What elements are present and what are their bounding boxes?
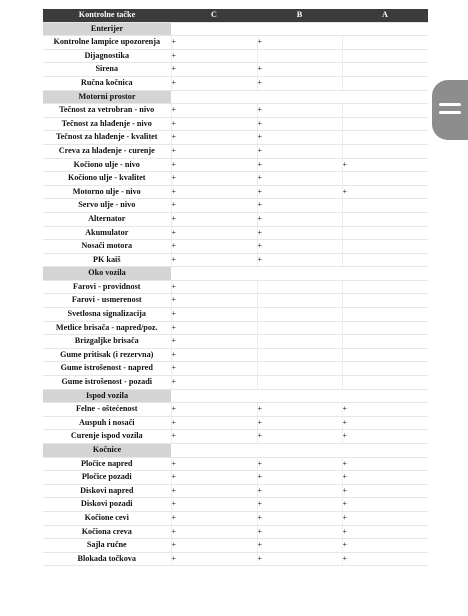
- check-mark-b: +: [257, 511, 342, 525]
- table-row: [43, 362, 428, 376]
- check-mark-a: [342, 36, 428, 50]
- section-spacer: [171, 22, 428, 36]
- check-mark-a: [342, 376, 428, 390]
- check-mark-b: +: [257, 76, 342, 90]
- check-mark-c: +: [171, 172, 257, 186]
- scroll-handle[interactable]: [432, 80, 468, 140]
- check-mark-b: +: [257, 144, 342, 158]
- section-row: [43, 444, 428, 458]
- header-control-points: Kontrolne tačke: [43, 9, 171, 22]
- section-title: Enterijer: [43, 22, 171, 36]
- check-mark-c: +: [171, 36, 257, 50]
- item-label: Brizgaljke brisača: [43, 335, 171, 349]
- item-label: Felne - oštećenost: [43, 403, 171, 417]
- check-mark-a: +: [342, 457, 428, 471]
- item-label: Gume pritisak (i rezervna): [43, 348, 171, 362]
- table-row: [43, 240, 428, 254]
- check-mark-b: [257, 348, 342, 362]
- check-mark-b: [257, 49, 342, 63]
- table-row: [43, 36, 428, 50]
- item-label: Creva za hlađenje - curenje: [43, 144, 171, 158]
- check-mark-c: +: [171, 280, 257, 294]
- table-row: [43, 416, 428, 430]
- section-row: [43, 389, 428, 403]
- section-row: [43, 267, 428, 281]
- item-label: Motorno ulje - nivo: [43, 185, 171, 199]
- check-mark-b: [257, 335, 342, 349]
- check-mark-a: +: [342, 525, 428, 539]
- table-row: [43, 185, 428, 199]
- check-mark-a: +: [342, 185, 428, 199]
- check-mark-a: [342, 335, 428, 349]
- item-label: Farovi - providnost: [43, 280, 171, 294]
- check-mark-a: [342, 49, 428, 63]
- table-row: [43, 335, 428, 349]
- check-mark-c: +: [171, 144, 257, 158]
- check-mark-c: +: [171, 104, 257, 118]
- table-row: [43, 158, 428, 172]
- check-mark-a: [342, 144, 428, 158]
- item-label: Servo ulje - nivo: [43, 199, 171, 213]
- check-mark-c: +: [171, 185, 257, 199]
- check-mark-c: +: [171, 348, 257, 362]
- check-mark-b: +: [257, 185, 342, 199]
- check-mark-c: +: [171, 308, 257, 322]
- item-label: Auspuh i nosači: [43, 416, 171, 430]
- header-b: B: [257, 9, 342, 22]
- check-mark-a: [342, 199, 428, 213]
- section-spacer: [171, 267, 428, 281]
- check-mark-c: +: [171, 376, 257, 390]
- check-mark-a: +: [342, 539, 428, 553]
- check-mark-a: [342, 226, 428, 240]
- check-mark-b: +: [257, 525, 342, 539]
- check-mark-c: +: [171, 76, 257, 90]
- item-label: Blokada točkova: [43, 552, 171, 566]
- check-mark-c: +: [171, 484, 257, 498]
- check-mark-b: +: [257, 484, 342, 498]
- check-mark-b: +: [257, 199, 342, 213]
- item-label: Curenje ispod vozila: [43, 430, 171, 444]
- table-row: [43, 525, 428, 539]
- check-mark-a: [342, 308, 428, 322]
- section-spacer: [171, 389, 428, 403]
- check-mark-c: +: [171, 212, 257, 226]
- check-mark-c: +: [171, 457, 257, 471]
- item-label: Farovi - usmerenost: [43, 294, 171, 308]
- check-mark-a: [342, 104, 428, 118]
- item-label: Kočiono ulje - kvalitet: [43, 172, 171, 186]
- check-mark-a: +: [342, 484, 428, 498]
- check-mark-b: +: [257, 471, 342, 485]
- check-mark-a: [342, 117, 428, 131]
- item-label: Nosači motora: [43, 240, 171, 254]
- table-row: [43, 457, 428, 471]
- check-mark-c: +: [171, 131, 257, 145]
- table-row: [43, 348, 428, 362]
- table-row: [43, 498, 428, 512]
- check-mark-b: +: [257, 172, 342, 186]
- header-a: A: [342, 9, 428, 22]
- check-mark-b: +: [257, 212, 342, 226]
- check-mark-a: [342, 212, 428, 226]
- hamburger-menu-icon-line: [439, 111, 461, 114]
- check-mark-c: +: [171, 430, 257, 444]
- check-mark-a: [342, 131, 428, 145]
- check-mark-a: [342, 76, 428, 90]
- check-mark-c: +: [171, 471, 257, 485]
- check-mark-b: +: [257, 552, 342, 566]
- table-row: [43, 172, 428, 186]
- item-label: Dijagnostika: [43, 49, 171, 63]
- check-mark-b: +: [257, 226, 342, 240]
- table-row: [43, 471, 428, 485]
- check-mark-b: +: [257, 457, 342, 471]
- table-row: [43, 131, 428, 145]
- header-row: [43, 9, 428, 22]
- check-mark-b: +: [257, 253, 342, 267]
- item-label: Metlice brisača - napred/poz.: [43, 321, 171, 335]
- check-mark-b: +: [257, 158, 342, 172]
- check-mark-b: [257, 294, 342, 308]
- table-row: [43, 552, 428, 566]
- table-row: [43, 294, 428, 308]
- check-mark-a: +: [342, 416, 428, 430]
- table-row: [43, 199, 428, 213]
- check-mark-a: [342, 253, 428, 267]
- table-row: [43, 280, 428, 294]
- table-row: [43, 76, 428, 90]
- check-mark-c: +: [171, 552, 257, 566]
- table-body: [43, 22, 428, 566]
- check-mark-b: +: [257, 63, 342, 77]
- check-mark-c: +: [171, 49, 257, 63]
- check-mark-a: +: [342, 511, 428, 525]
- check-mark-b: +: [257, 403, 342, 417]
- check-mark-a: +: [342, 430, 428, 444]
- table-row: [43, 144, 428, 158]
- check-mark-c: +: [171, 240, 257, 254]
- check-mark-b: +: [257, 117, 342, 131]
- item-label: Gume istrošenost - pozadi: [43, 376, 171, 390]
- table-row: [43, 63, 428, 77]
- check-mark-c: +: [171, 539, 257, 553]
- check-mark-c: +: [171, 416, 257, 430]
- check-mark-a: [342, 172, 428, 186]
- item-label: Tečnost za hlađenje - nivo: [43, 117, 171, 131]
- check-mark-a: [342, 240, 428, 254]
- check-mark-a: [342, 362, 428, 376]
- check-mark-a: +: [342, 498, 428, 512]
- section-title: Kočnice: [43, 444, 171, 458]
- check-mark-c: +: [171, 321, 257, 335]
- table-row: [43, 539, 428, 553]
- item-label: Tečnost za hlađenje - kvalitet: [43, 131, 171, 145]
- check-mark-a: [342, 280, 428, 294]
- table-row: [43, 308, 428, 322]
- table-row: [43, 511, 428, 525]
- item-label: Tečnost za vetrobran - nivo: [43, 104, 171, 118]
- item-label: Pločice pozadi: [43, 471, 171, 485]
- item-label: Akumulator: [43, 226, 171, 240]
- table-row: [43, 430, 428, 444]
- check-mark-c: +: [171, 403, 257, 417]
- check-mark-c: +: [171, 117, 257, 131]
- table-row: [43, 104, 428, 118]
- check-mark-c: +: [171, 63, 257, 77]
- item-label: Diskovi pozadi: [43, 498, 171, 512]
- section-spacer: [171, 90, 428, 104]
- table-row: [43, 49, 428, 63]
- section-title: Oko vozila: [43, 267, 171, 281]
- table-row: [43, 226, 428, 240]
- table-row: [43, 321, 428, 335]
- item-label: Svetlosna signalizacija: [43, 308, 171, 322]
- item-label: Diskovi napred: [43, 484, 171, 498]
- check-mark-c: +: [171, 511, 257, 525]
- item-label: Kočione cevi: [43, 511, 171, 525]
- check-mark-b: +: [257, 240, 342, 254]
- check-mark-b: +: [257, 104, 342, 118]
- check-mark-c: +: [171, 199, 257, 213]
- hamburger-menu-icon: [439, 103, 461, 106]
- table-row: [43, 117, 428, 131]
- table-row: [43, 403, 428, 417]
- table-row: [43, 253, 428, 267]
- check-mark-b: +: [257, 131, 342, 145]
- check-mark-b: [257, 308, 342, 322]
- check-mark-b: +: [257, 36, 342, 50]
- check-mark-b: +: [257, 539, 342, 553]
- check-mark-a: +: [342, 158, 428, 172]
- check-mark-c: +: [171, 226, 257, 240]
- check-mark-a: [342, 294, 428, 308]
- check-mark-c: +: [171, 294, 257, 308]
- check-mark-a: [342, 63, 428, 77]
- inspection-checklist-table: [43, 9, 428, 566]
- header-c: C: [171, 9, 257, 22]
- check-mark-b: [257, 376, 342, 390]
- check-mark-a: +: [342, 403, 428, 417]
- check-mark-c: +: [171, 158, 257, 172]
- table-row: [43, 376, 428, 390]
- check-mark-c: +: [171, 253, 257, 267]
- check-mark-b: [257, 362, 342, 376]
- table-header: [43, 9, 428, 22]
- check-mark-b: +: [257, 498, 342, 512]
- check-mark-a: +: [342, 552, 428, 566]
- item-label: Sajla ručne: [43, 539, 171, 553]
- check-mark-c: +: [171, 498, 257, 512]
- check-mark-b: +: [257, 416, 342, 430]
- item-label: Pločice napred: [43, 457, 171, 471]
- item-label: Kontrolne lampice upozorenja: [43, 36, 171, 50]
- section-title: Motorni prostor: [43, 90, 171, 104]
- item-label: Kočiono ulje - nivo: [43, 158, 171, 172]
- item-label: Ručna kočnica: [43, 76, 171, 90]
- check-mark-c: +: [171, 525, 257, 539]
- item-label: Alternator: [43, 212, 171, 226]
- section-title: Ispod vozila: [43, 389, 171, 403]
- check-mark-a: +: [342, 471, 428, 485]
- section-row: [43, 22, 428, 36]
- item-label: Kočiona creva: [43, 525, 171, 539]
- check-mark-a: [342, 348, 428, 362]
- check-mark-b: +: [257, 430, 342, 444]
- section-spacer: [171, 444, 428, 458]
- item-label: PK kaiš: [43, 253, 171, 267]
- table-row: [43, 484, 428, 498]
- check-mark-c: +: [171, 362, 257, 376]
- table-row: [43, 212, 428, 226]
- section-row: [43, 90, 428, 104]
- check-mark-c: +: [171, 335, 257, 349]
- check-mark-b: [257, 280, 342, 294]
- item-label: Sirena: [43, 63, 171, 77]
- item-label: Gume istrošenost - napred: [43, 362, 171, 376]
- check-mark-b: [257, 321, 342, 335]
- check-mark-a: [342, 321, 428, 335]
